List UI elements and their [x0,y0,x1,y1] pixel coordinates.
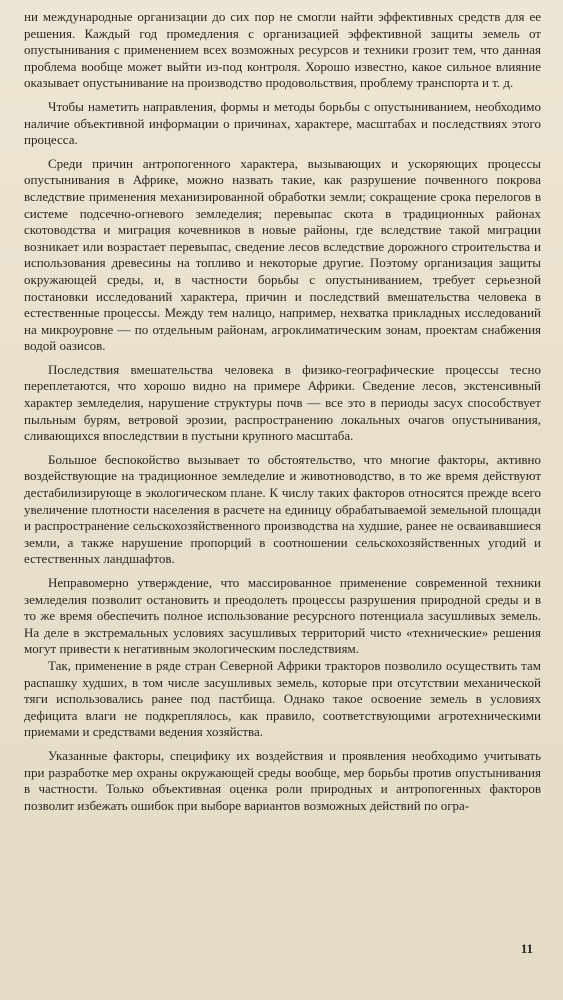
paragraph: Указанные факторы, специфику их воздействия и проявления необходимо учитывать при разработке мер охраны окружающей среды вообще, мер борьбы против опустынивания в частности. Только объективная оценка роли природных и антропогенных факторов позволит избежать ошибок при выборе вариантов возможных действий по огра- [24,747,541,813]
paragraph: Последствия вмешательства человека в физико-географические процессы тесно переплетаются, что хорошо видно на примере Африки. Сведение лесов, экстенсивный характер земледелия, нарушение структуры почв — все это в периоды засух способствует пыльным бурям, ветровой эрозии, распространению локальных очагов опустынивания, сливающихся впоследствии в пустыни крупного масштаба. [24,361,541,444]
paragraph: Неправомерно утверждение, что массированное применение современной техники земледелия позволит остановить и преодолеть процессы разрушения природной среды и в то же время обеспечить полное использование ресурсного потенциала засушливых земель. На деле в экстремальных условиях засушливых территорий чисто «технические» решения могут привести к негативным экологическим последствиям. [24,575,541,657]
paragraph: Большое беспокойство вызывает то обстоятельство, что многие факторы, активно воздействующие на традиционное земледелие и животноводство, в то же время действуют дестабилизирующе в экологическом плане. К числу таких факторов относятся прежде всего увеличение плотности населения в расчете на единицу обрабатываемой земельной площади и распространение сельскохозяйственного производства на худшие, ранее не осваивавшиеся земли, а также нарушение пропорций в соотношении сельскохозяйственных угодий и естественных ландшафтов. [24,451,541,567]
paragraph-continuation: ни международные организации до сих пор не смогли найти эффективных средств для ее решения. Каждый год промедления с организацией эффективной защиты земель от опустынивания с применением всех возможных ресурсов и техники грозит тем, что данная проблема вообще может выйти из-под контроля. Хорошо известно, какое сильное влияние оказывает опустынивание на производство продовольствия, проблему транспорта и т. д. [24,9,541,91]
page-number: 11 [520,941,533,956]
paragraph: Среди причин антропогенного характера, вызывающих и ускоряющих процессы опустынивания в Африке, можно назвать такие, как разрушение почвенного покрова вследствие применения механизированной обработки земли; сокращение срока перелогов в системе подсечно-огневого земледелия; перевыпас скота в традиционных районах скотоводства и миграция кочевников в новые районы, где вследствие такой миграции возникает или возрастает перевыпас, сведение лесов вследствие дорожного строительства и использования древесины на топливо и некоторые другие. Поэтому организация защиты окружающей среды, и, в частности борьбы с опустыниванием, требует серьезной постановки исследований характера, причин и последствий вмешательства человека в естественные процессы. Между тем налицо, например, нехватка прикладных исследований на микроуровне — по отдельным районам, агроклиматическим зонам, проектам снабжения водой оазисов. [24,155,541,354]
body-text [24,9,541,814]
paragraph: Чтобы наметить направления, формы и методы борьбы с опустыниванием, необходимо наличие объективной информации о причинах, характере, масштабах и последствиях этого процесса. [24,98,541,148]
paragraph: Так, применение в ряде стран Северной Африки тракторов позволило осуществить там распашку худших, в том числе засушливых земель, которые при отсутствии механической тяги использовались ранее под пастбища. Однако такое освоение земель в условиях дефицита влаги не подкреплялось, как правило, соответствующими агротехническими приемами и средствами ведения хозяйства. [24,657,541,740]
